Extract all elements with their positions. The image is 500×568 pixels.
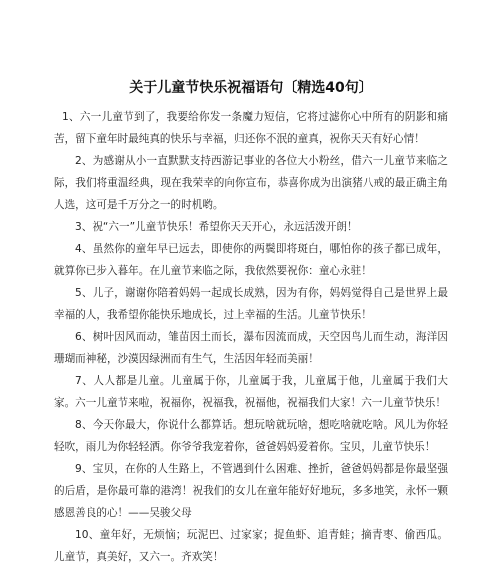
document-title: 关于儿童节快乐祝福语句〔精选40句〕: [129, 80, 373, 96]
paragraph-9: 9、宝贝，在你的人生路上，不管遇到什么困难、挫折，爸爸妈妈都是你最坚强的后盾，是你最可靠的港湾！祝我们的女儿在童年能好好地玩，多多地笑，永怀一颗感恩善良的心！——吴骏父母: [54, 463, 448, 519]
paragraph-4: 4、虽然你的童年早已远去，即使你的两鬓即将斑白，哪怕你的孩子都已成年，就算你已步入暮年。在儿童节来临之际，我依然要祝你：童心永驻！: [54, 243, 448, 277]
paragraph-1: 1、六一儿童节到了，我要给你发一条魔力短信，它将过滤你心中所有的阴影和痛苦，留下童年时最纯真的快乐与幸福，归还你不泯的童真，祝你天天有好心情！: [54, 111, 448, 145]
paragraph-3: 3、祝“六一”儿童节快乐！希望你天天开心，永远活泼开朗！: [75, 221, 358, 233]
paragraph-5: 5、儿子，谢谢你陪着妈妈一起成长成熟，因为有你，妈妈觉得自己是世界上最幸福的人，我希望你能快乐地成长，过上幸福的生活。儿童节快乐！: [54, 287, 448, 321]
paragraph-10: 10、童年好，无烦恼；玩泥巴、过家家；捉鱼虾、追青蛙；摘青枣、偷西瓜。儿童节，真美好，又六一。齐欢笑！: [54, 529, 448, 563]
paragraph-7: 7、人人都是儿童。儿童属于你，儿童属于我，儿童属于他，儿童属于我们大家。六一儿童节来啦，祝福你，祝福我，祝福他，祝福我们大家！六一儿童节快乐！: [54, 375, 448, 409]
paragraph-8: 8、今天你最大，你说什么都算话。想玩啥就玩啥，想吃啥就吃啥。风儿为你轻轻吹，雨儿为你轻轻洒。你爷爷我宠着你，爸爸妈妈爱着你。宝贝，儿童节快乐！: [54, 419, 448, 453]
paragraph-2: 2、为感谢从小一直默默支持西游记事业的各位大小粉丝，借六一儿童节来临之际，我们将重温经典，现在我荣幸的向你宣布，恭喜你成为出演猪八戒的最正确主角人选，这可是千万分之一的时机哟。: [54, 155, 448, 211]
paragraph-6: 6、树叶因风而动，雏苗因土而长，瀑布因流而成，天空因鸟儿而生动，海洋因珊瑚而神秘，沙漠因绿洲而有生气，生活因年轻而美丽！: [54, 331, 448, 365]
article-body: [54, 106, 448, 568]
